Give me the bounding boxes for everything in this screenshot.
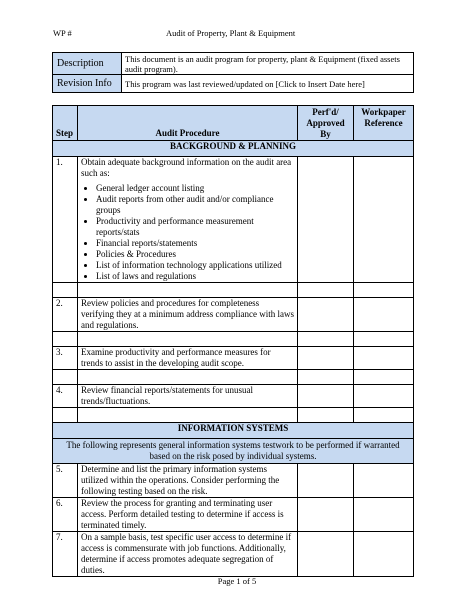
procedure-bullet: • List of laws and regulations xyxy=(96,271,294,282)
spacer-cell xyxy=(78,370,298,385)
procedure-text: Review financial reports/statements for unusual trends/fluctuations. xyxy=(81,385,253,406)
procedure-cell xyxy=(78,385,298,408)
spacer-row xyxy=(53,283,414,298)
workpaper-reference-cell[interactable] xyxy=(354,385,414,408)
performed-by-cell[interactable] xyxy=(298,385,354,408)
audit-program-table xyxy=(52,105,414,577)
procedure-bullet-list xyxy=(81,183,294,282)
workpaper-reference-cell[interactable] xyxy=(354,298,414,332)
step-number: 6. xyxy=(53,498,78,532)
step-number: 5. xyxy=(53,464,78,498)
procedure-text: Examine productivity and performance measures for trends to assist in the developing audit scope. xyxy=(81,347,271,368)
procedure-row xyxy=(53,498,414,532)
page-footer: Page 1 of 5 xyxy=(217,576,257,586)
spacer-row xyxy=(53,370,414,385)
spacer-cell xyxy=(53,332,78,347)
procedure-bullet: • List of information technology applications utilized xyxy=(96,260,294,271)
description-label: Description xyxy=(53,53,122,75)
spacer-cell xyxy=(78,332,298,347)
step-number: 3. xyxy=(53,347,78,370)
info-table xyxy=(52,52,414,93)
procedure-text: Determine and list the primary information systems utilized within the operations. Consider performing the following testing based on the risk. xyxy=(81,464,280,496)
spacer-cell xyxy=(78,408,298,423)
section-title: INFORMATION SYSTEMS xyxy=(53,423,414,439)
step-number: 2. xyxy=(53,298,78,332)
column-header-row xyxy=(53,106,414,141)
spacer-cell xyxy=(78,283,298,298)
section-row xyxy=(53,141,414,157)
procedure-bullet: • Financial reports/statements xyxy=(96,238,294,249)
spacer-cell xyxy=(298,332,354,347)
procedure-bullet: • General ledger account listing xyxy=(96,183,294,194)
performed-column-header: Perf'd/ Approved By xyxy=(298,106,354,141)
spacer-cell xyxy=(298,370,354,385)
performed-by-cell[interactable] xyxy=(298,532,354,577)
procedure-cell xyxy=(78,347,298,370)
spacer-cell xyxy=(354,283,414,298)
page-header xyxy=(53,28,413,42)
section-row xyxy=(53,423,414,439)
procedure-row xyxy=(53,298,414,332)
performed-by-cell[interactable] xyxy=(298,498,354,532)
spacer-cell xyxy=(53,283,78,298)
spacer-cell xyxy=(53,370,78,385)
procedure-row xyxy=(53,532,414,577)
spacer-cell xyxy=(298,283,354,298)
performed-by-cell[interactable] xyxy=(298,347,354,370)
procedure-text: Obtain adequate background information on the audit area such as: xyxy=(81,157,292,178)
reference-column-header: Workpaper Reference xyxy=(354,106,414,141)
procedure-cell xyxy=(78,498,298,532)
step-column-header: Step xyxy=(53,106,78,141)
revision-text[interactable]: This program was last reviewed/updated on [Click to Insert Date here] xyxy=(122,75,414,93)
procedure-row xyxy=(53,157,414,283)
performed-by-cell[interactable] xyxy=(298,157,354,283)
procedure-cell xyxy=(78,157,298,283)
revision-row xyxy=(53,75,414,93)
document-title: Audit of Property, Plant & Equipment xyxy=(166,28,296,38)
step-number: 1. xyxy=(53,157,78,283)
procedure-row xyxy=(53,385,414,408)
section-title: BACKGROUND & PLANNING xyxy=(53,141,414,157)
spacer-cell xyxy=(354,370,414,385)
performed-by-cell[interactable] xyxy=(298,464,354,498)
performed-by-cell[interactable] xyxy=(298,298,354,332)
procedure-text: On a sample basis, test specific user access to determine if access is commensurate with job functions. Additionally, determine if access promotes adequate segregation of duties. xyxy=(81,532,292,575)
workpaper-reference-cell[interactable] xyxy=(354,157,414,283)
spacer-cell xyxy=(354,408,414,423)
spacer-cell xyxy=(298,408,354,423)
workpaper-reference-cell[interactable] xyxy=(354,347,414,370)
procedure-cell xyxy=(78,298,298,332)
wp-number-label: WP # xyxy=(53,28,72,38)
workpaper-reference-cell[interactable] xyxy=(354,532,414,577)
procedure-text: Review policies and procedures for completeness verifying they at a minimum address compliance with laws and regulations. xyxy=(81,298,294,330)
spacer-cell xyxy=(354,332,414,347)
procedure-column-header: Audit Procedure xyxy=(78,106,298,141)
procedure-row xyxy=(53,464,414,498)
revision-label: Revision Info xyxy=(53,75,122,93)
procedure-row xyxy=(53,347,414,370)
procedure-bullet: • Productivity and performance measurement reports/stats xyxy=(96,216,294,238)
procedure-cell xyxy=(78,464,298,498)
step-number: 7. xyxy=(53,532,78,577)
description-row xyxy=(53,53,414,75)
procedure-cell xyxy=(78,532,298,577)
procedure-bullet: • Policies & Procedures xyxy=(96,249,294,260)
spacer-cell xyxy=(53,408,78,423)
procedure-text: Review the process for granting and terminating user access. Perform detailed testing to determine if access is terminated timely. xyxy=(81,498,284,530)
section-note-row xyxy=(53,439,414,464)
workpaper-reference-cell[interactable] xyxy=(354,498,414,532)
spacer-row xyxy=(53,332,414,347)
step-number: 4. xyxy=(53,385,78,408)
spacer-row xyxy=(53,408,414,423)
description-text[interactable]: This document is an audit program for property, plant & Equipment (fixed assets audit program). xyxy=(122,53,414,75)
procedure-bullet: • Audit reports from other audit and/or compliance groups xyxy=(96,194,294,216)
workpaper-reference-cell[interactable] xyxy=(354,464,414,498)
section-note: The following represents general information systems testwork to be performed if warranted based on the risk posed by individual systems. xyxy=(53,439,414,464)
